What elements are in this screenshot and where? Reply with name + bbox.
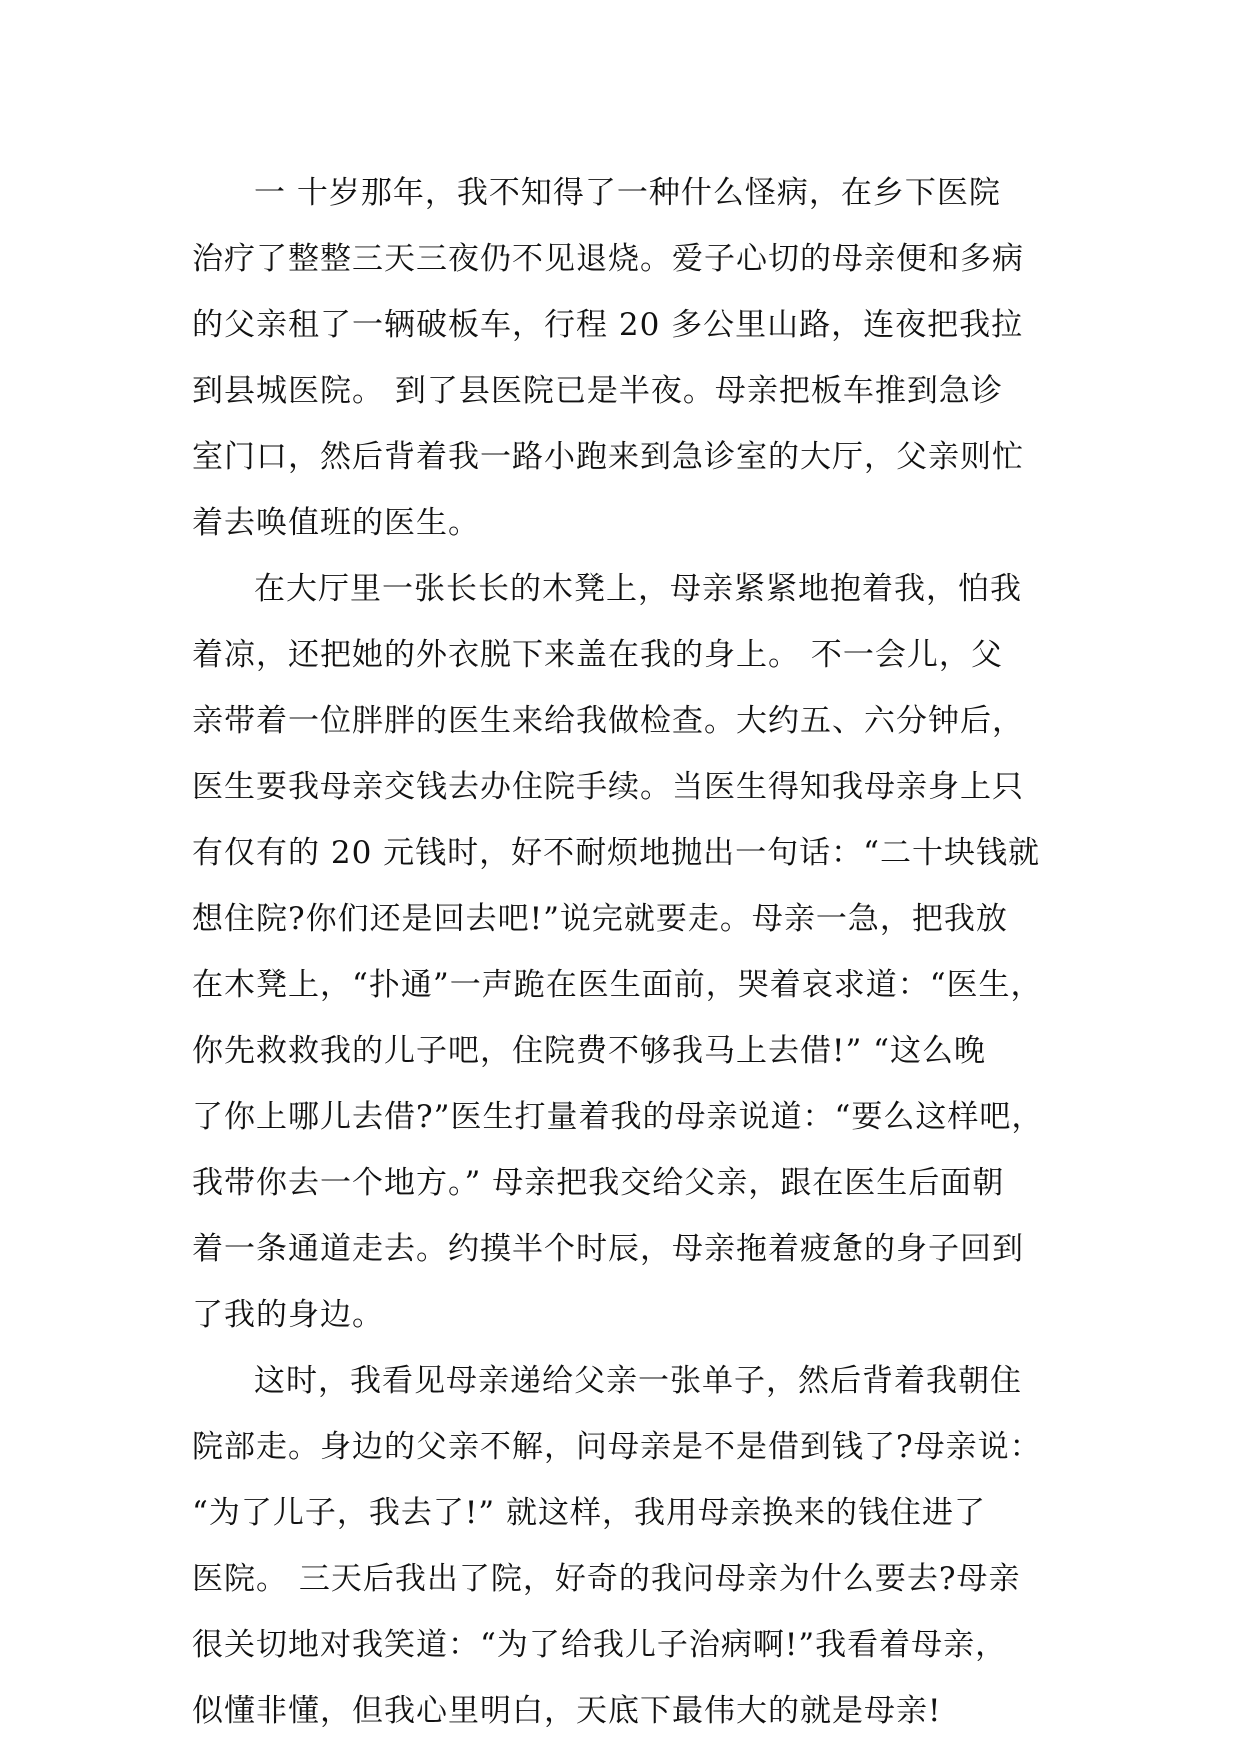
paragraph-3 (192, 1348, 1050, 1744)
document-body (192, 160, 1050, 1744)
text-line: 着一条通道走去。约摸半个时辰，母亲拖着疲惫的身子回到 (192, 1231, 1024, 1267)
text-line: 医院。 三天后我出了院，好奇的我问母亲为什么要去?母亲 (192, 1561, 1021, 1597)
text-line: 亲带着一位胖胖的医生来给我做检查。大约五、六分钟后， (192, 703, 1024, 739)
text-line: 有仅有的 20 元钱时，好不耐烦地抛出一句话：“二十块钱就 (192, 835, 1040, 871)
text-line: 着凉，还把她的外衣脱下来盖在我的身上。 不一会儿，父 (192, 637, 1003, 673)
text-line: 你先救救我的儿子吧，住院费不够我马上去借!” “这么晚 (192, 1033, 987, 1069)
text-line: 在大厅里一张长长的木凳上，母亲紧紧地抱着我，怕我 (254, 571, 1022, 607)
text-line: 一 十岁那年，我不知得了一种什么怪病，在乡下医院 (254, 175, 1001, 211)
text-line: 很关切地对我笑道：“为了给我儿子治病啊!”我看着母亲， (192, 1627, 1008, 1663)
text-line: 想住院?你们还是回去吧!”说完就要走。母亲一急，把我放 (192, 901, 1008, 937)
text-line: 到县城医院。 到了县医院已是半夜。母亲把板车推到急诊 (192, 373, 1003, 409)
text-line: 着去唤值班的医生。 (192, 505, 480, 541)
text-line: 医生要我母亲交钱去办住院手续。当医生得知我母亲身上只 (192, 769, 1024, 805)
text-line: 治疗了整整三天三夜仍不见退烧。爱子心切的母亲便和多病 (192, 241, 1024, 277)
text-line: 我带你去一个地方。” 母亲把我交给父亲，跟在医生后面朝 (192, 1165, 1005, 1201)
text-line: 院部走。身边的父亲不解，问母亲是不是借到钱了?母亲说： (192, 1429, 1042, 1465)
text-line: 的父亲租了一辆破板车，行程 20 多公里山路，连夜把我拉 (192, 307, 1024, 343)
text-line: 这时，我看见母亲递给父亲一张单子，然后背着我朝住 (254, 1363, 1022, 1399)
paragraph-1 (192, 160, 1050, 556)
text-line: 在木凳上，“扑通”一声跪在医生面前，哭着哀求道：“医生， (192, 967, 1043, 1003)
paragraph-2 (192, 556, 1050, 1348)
text-line: 似懂非懂，但我心里明白，天底下最伟大的就是母亲! (192, 1693, 942, 1729)
text-line: 室门口，然后背着我一路小跑来到急诊室的大厅，父亲则忙 (192, 439, 1024, 475)
text-line: “为了儿子，我去了!” 就这样，我用母亲换来的钱住进了 (192, 1495, 987, 1531)
text-line: 了我的身边。 (192, 1297, 384, 1333)
text-line: 了你上哪儿去借?”医生打量着我的母亲说道：“要么这样吧， (192, 1099, 1044, 1135)
